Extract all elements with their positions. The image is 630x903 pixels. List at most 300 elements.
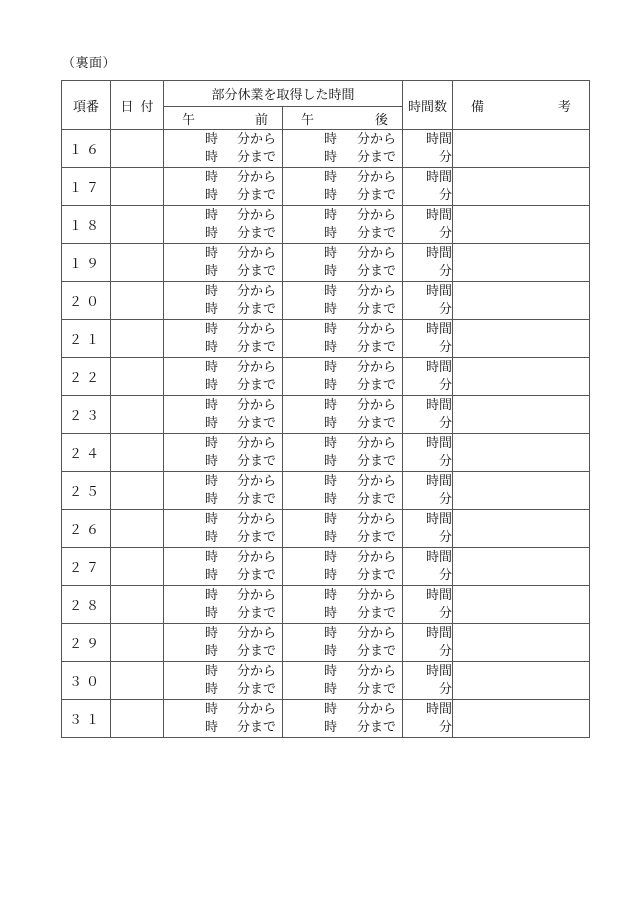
- notes-cell[interactable]: [453, 358, 590, 396]
- notes-cell[interactable]: [453, 662, 590, 700]
- item-number: ２２: [62, 358, 111, 396]
- table-row: [62, 624, 590, 662]
- am-time-cell[interactable]: [164, 624, 283, 662]
- hour-label: 時: [323, 605, 337, 621]
- am-time-cell[interactable]: [164, 548, 283, 586]
- am-time-cell[interactable]: [164, 662, 283, 700]
- minutes-unit-label: 分: [439, 491, 453, 507]
- hours-unit-label: 時間: [426, 283, 453, 299]
- hour-label: 時: [204, 187, 218, 203]
- date-cell[interactable]: [111, 662, 164, 700]
- am-time-end-line: [164, 681, 282, 699]
- hours-cell[interactable]: [403, 700, 453, 738]
- hour-label: 時: [204, 263, 218, 279]
- minutes-unit-label: 分: [439, 719, 453, 735]
- date-cell[interactable]: [111, 320, 164, 358]
- am-time-end-line: [164, 643, 282, 661]
- am-time-cell[interactable]: [164, 320, 283, 358]
- table-row: [62, 548, 590, 586]
- hour-label: 時: [323, 397, 337, 413]
- notes-header-left: 備: [471, 99, 485, 115]
- item-number: ３１: [62, 700, 111, 738]
- minutes-unit-label: 分: [439, 681, 453, 697]
- notes-cell[interactable]: [453, 586, 590, 624]
- minutes-unit-label: 分: [439, 415, 453, 431]
- pm-time-start-line: [283, 473, 402, 491]
- table-row: [62, 206, 590, 244]
- hour-label: 時: [204, 643, 218, 659]
- hours-unit-label: 時間: [426, 435, 453, 451]
- table-row: [62, 510, 590, 548]
- am-time-end-line: [164, 187, 282, 205]
- hours-unit-label: 時間: [426, 663, 453, 679]
- hour-label: 時: [323, 245, 337, 261]
- minute-to-label: 分まで: [357, 377, 397, 393]
- am-time-end-line: [164, 415, 282, 433]
- pm-time-end-line: [283, 719, 402, 737]
- pm-time-start-line: [283, 131, 402, 149]
- hours-cell[interactable]: [403, 320, 453, 358]
- hour-label: 時: [323, 587, 337, 603]
- hours-unit-label: 時間: [426, 245, 453, 261]
- pm-time-start-line: [283, 169, 402, 187]
- date-cell[interactable]: [111, 472, 164, 510]
- pm-time-cell[interactable]: [283, 168, 403, 206]
- item-number: １９: [62, 244, 111, 282]
- am-header: [164, 107, 283, 130]
- pm-header-right: 後: [375, 112, 389, 128]
- minutes-unit-label: 分: [439, 339, 453, 355]
- pm-time-start-line: [283, 701, 402, 719]
- minute-from-label: 分から: [236, 473, 276, 489]
- am-time-cell[interactable]: [164, 396, 283, 434]
- minute-to-label: 分まで: [236, 225, 276, 241]
- hour-label: 時: [204, 453, 218, 469]
- hour-label: 時: [323, 339, 337, 355]
- hour-label: 時: [323, 511, 337, 527]
- hour-label: 時: [204, 225, 218, 241]
- leave-time-header: 部分休業を取得した時間: [164, 81, 403, 107]
- hours-cell[interactable]: [403, 510, 453, 548]
- item-number: ３０: [62, 662, 111, 700]
- minute-from-label: 分から: [236, 435, 276, 451]
- partial-leave-table: [61, 80, 590, 738]
- am-time-cell[interactable]: [164, 358, 283, 396]
- pm-time-cell[interactable]: [283, 320, 403, 358]
- hour-label: 時: [323, 549, 337, 565]
- minute-to-label: 分まで: [357, 491, 397, 507]
- pm-time-end-line: [283, 225, 402, 243]
- pm-time-cell[interactable]: [283, 548, 403, 586]
- pm-time-cell[interactable]: [283, 700, 403, 738]
- hour-label: 時: [204, 397, 218, 413]
- date-cell[interactable]: [111, 396, 164, 434]
- minute-to-label: 分まで: [236, 149, 276, 165]
- minute-from-label: 分から: [357, 321, 397, 337]
- hour-label: 時: [204, 491, 218, 507]
- minute-from-label: 分から: [357, 169, 397, 185]
- pm-header-left: 午: [301, 112, 315, 128]
- item-number: １７: [62, 168, 111, 206]
- pm-time-end-line: [283, 681, 402, 699]
- am-time-start-line: [164, 701, 282, 719]
- hour-label: 時: [204, 605, 218, 621]
- date-header: [111, 81, 164, 130]
- hour-label: 時: [323, 377, 337, 393]
- notes-cell[interactable]: [453, 396, 590, 434]
- am-time-end-line: [164, 529, 282, 547]
- notes-cell[interactable]: [453, 244, 590, 282]
- am-time-end-line: [164, 453, 282, 471]
- am-time-cell[interactable]: [164, 282, 283, 320]
- pm-time-start-line: [283, 549, 402, 567]
- pm-time-start-line: [283, 663, 402, 681]
- hour-label: 時: [323, 225, 337, 241]
- pm-time-end-line: [283, 491, 402, 509]
- date-cell[interactable]: [111, 358, 164, 396]
- table-row: [62, 434, 590, 472]
- minute-from-label: 分から: [357, 397, 397, 413]
- pm-time-end-line: [283, 263, 402, 281]
- am-time-start-line: [164, 169, 282, 187]
- hours-cell[interactable]: [403, 434, 453, 472]
- minute-to-label: 分まで: [236, 529, 276, 545]
- minute-to-label: 分まで: [357, 605, 397, 621]
- minute-to-label: 分まで: [236, 377, 276, 393]
- hour-label: 時: [204, 435, 218, 451]
- am-time-start-line: [164, 435, 282, 453]
- pm-time-start-line: [283, 283, 402, 301]
- item-number: ２３: [62, 396, 111, 434]
- hour-label: 時: [323, 321, 337, 337]
- am-time-cell[interactable]: [164, 130, 283, 168]
- hours-unit-label: 時間: [426, 625, 453, 641]
- pm-time-start-line: [283, 207, 402, 225]
- item-number: ２７: [62, 548, 111, 586]
- minute-from-label: 分から: [357, 625, 397, 641]
- table-row: [62, 396, 590, 434]
- pm-time-end-line: [283, 339, 402, 357]
- minute-from-label: 分から: [236, 511, 276, 527]
- am-time-cell[interactable]: [164, 700, 283, 738]
- minute-to-label: 分まで: [357, 643, 397, 659]
- pm-time-end-line: [283, 605, 402, 623]
- minutes-unit-label: 分: [439, 377, 453, 393]
- hour-label: 時: [204, 301, 218, 317]
- table-row: [62, 320, 590, 358]
- hours-unit-label: 時間: [426, 207, 453, 223]
- notes-cell[interactable]: [453, 472, 590, 510]
- minute-to-label: 分まで: [357, 529, 397, 545]
- hour-label: 時: [323, 491, 337, 507]
- notes-cell[interactable]: [453, 700, 590, 738]
- am-time-start-line: [164, 511, 282, 529]
- minutes-unit-label: 分: [439, 643, 453, 659]
- hour-label: 時: [323, 567, 337, 583]
- am-header-right: 前: [254, 112, 268, 128]
- notes-cell[interactable]: [453, 206, 590, 244]
- hour-label: 時: [323, 625, 337, 641]
- notes-cell[interactable]: [453, 434, 590, 472]
- am-time-end-line: [164, 605, 282, 623]
- minute-to-label: 分まで: [357, 567, 397, 583]
- minute-to-label: 分まで: [236, 263, 276, 279]
- minute-from-label: 分から: [357, 701, 397, 717]
- table-row: [62, 358, 590, 396]
- minute-to-label: 分まで: [236, 643, 276, 659]
- minute-to-label: 分まで: [236, 339, 276, 355]
- item-number: ２５: [62, 472, 111, 510]
- minutes-unit-label: 分: [439, 149, 453, 165]
- am-time-end-line: [164, 263, 282, 281]
- pm-time-cell[interactable]: [283, 624, 403, 662]
- date-cell[interactable]: [111, 168, 164, 206]
- minutes-unit-label: 分: [439, 605, 453, 621]
- table-body: [62, 130, 590, 738]
- hour-label: 時: [204, 567, 218, 583]
- minute-to-label: 分まで: [357, 681, 397, 697]
- date-cell[interactable]: [111, 206, 164, 244]
- minute-to-label: 分まで: [357, 149, 397, 165]
- minutes-unit-label: 分: [439, 301, 453, 317]
- item-number: １６: [62, 130, 111, 168]
- pm-time-cell[interactable]: [283, 434, 403, 472]
- hour-label: 時: [323, 719, 337, 735]
- pm-time-end-line: [283, 415, 402, 433]
- hours-cell[interactable]: [403, 396, 453, 434]
- notes-cell[interactable]: [453, 168, 590, 206]
- item-no-header: 項番: [62, 81, 111, 130]
- am-time-end-line: [164, 377, 282, 395]
- am-time-cell[interactable]: [164, 244, 283, 282]
- hour-label: 時: [204, 511, 218, 527]
- pm-time-start-line: [283, 359, 402, 377]
- date-cell[interactable]: [111, 434, 164, 472]
- hour-label: 時: [204, 625, 218, 641]
- hours-cell[interactable]: [403, 548, 453, 586]
- notes-cell[interactable]: [453, 320, 590, 358]
- pm-time-end-line: [283, 453, 402, 471]
- hour-label: 時: [204, 207, 218, 223]
- date-cell[interactable]: [111, 586, 164, 624]
- hour-label: 時: [204, 359, 218, 375]
- am-time-start-line: [164, 321, 282, 339]
- hours-cell[interactable]: [403, 168, 453, 206]
- am-time-start-line: [164, 245, 282, 263]
- minute-to-label: 分まで: [357, 187, 397, 203]
- hour-label: 時: [204, 377, 218, 393]
- pm-time-cell[interactable]: [283, 130, 403, 168]
- am-time-start-line: [164, 131, 282, 149]
- date-cell[interactable]: [111, 624, 164, 662]
- notes-cell[interactable]: [453, 548, 590, 586]
- am-time-start-line: [164, 473, 282, 491]
- am-time-start-line: [164, 397, 282, 415]
- table-row: [62, 244, 590, 282]
- minute-from-label: 分から: [236, 549, 276, 565]
- pm-time-cell[interactable]: [283, 396, 403, 434]
- date-cell[interactable]: [111, 700, 164, 738]
- minute-from-label: 分から: [357, 131, 397, 147]
- pm-time-start-line: [283, 245, 402, 263]
- hours-cell[interactable]: [403, 662, 453, 700]
- am-time-end-line: [164, 719, 282, 737]
- item-number: ２９: [62, 624, 111, 662]
- minute-to-label: 分まで: [236, 605, 276, 621]
- hour-label: 時: [323, 187, 337, 203]
- table-row: [62, 168, 590, 206]
- date-cell[interactable]: [111, 510, 164, 548]
- date-cell[interactable]: [111, 244, 164, 282]
- hour-label: 時: [323, 643, 337, 659]
- hours-cell[interactable]: [403, 358, 453, 396]
- hours-cell[interactable]: [403, 206, 453, 244]
- date-cell[interactable]: [111, 130, 164, 168]
- date-header-left: 日: [120, 99, 134, 115]
- minute-from-label: 分から: [236, 283, 276, 299]
- am-time-cell[interactable]: [164, 510, 283, 548]
- page-side-label: （裏面）: [62, 56, 117, 71]
- hour-label: 時: [204, 339, 218, 355]
- item-number: ２４: [62, 434, 111, 472]
- am-time-start-line: [164, 549, 282, 567]
- hours-cell[interactable]: [403, 282, 453, 320]
- hour-label: 時: [323, 149, 337, 165]
- table-row: [62, 586, 590, 624]
- hour-label: 時: [323, 529, 337, 545]
- minute-from-label: 分から: [236, 625, 276, 641]
- hours-unit-label: 時間: [426, 587, 453, 603]
- hour-label: 時: [204, 663, 218, 679]
- hours-cell[interactable]: [403, 130, 453, 168]
- date-header-right: 付: [140, 99, 154, 115]
- pm-time-end-line: [283, 149, 402, 167]
- item-number: ２０: [62, 282, 111, 320]
- pm-time-start-line: [283, 321, 402, 339]
- am-time-start-line: [164, 359, 282, 377]
- hours-unit-label: 時間: [426, 549, 453, 565]
- notes-cell[interactable]: [453, 282, 590, 320]
- minute-to-label: 分まで: [236, 681, 276, 697]
- minute-from-label: 分から: [236, 245, 276, 261]
- minute-to-label: 分まで: [357, 719, 397, 735]
- minute-from-label: 分から: [236, 359, 276, 375]
- hours-unit-label: 時間: [426, 131, 453, 147]
- pm-time-start-line: [283, 397, 402, 415]
- pm-time-cell[interactable]: [283, 472, 403, 510]
- pm-time-start-line: [283, 625, 402, 643]
- minute-from-label: 分から: [236, 587, 276, 603]
- pm-time-cell[interactable]: [283, 510, 403, 548]
- hour-label: 時: [204, 701, 218, 717]
- minutes-unit-label: 分: [439, 225, 453, 241]
- minutes-unit-label: 分: [439, 567, 453, 583]
- minute-from-label: 分から: [357, 245, 397, 261]
- minute-to-label: 分まで: [357, 415, 397, 431]
- hour-label: 時: [323, 663, 337, 679]
- date-cell[interactable]: [111, 548, 164, 586]
- am-time-cell[interactable]: [164, 586, 283, 624]
- hour-label: 時: [323, 435, 337, 451]
- notes-cell[interactable]: [453, 510, 590, 548]
- pm-time-cell[interactable]: [283, 586, 403, 624]
- item-number: ２８: [62, 586, 111, 624]
- minute-from-label: 分から: [236, 131, 276, 147]
- minute-from-label: 分から: [236, 207, 276, 223]
- pm-time-cell[interactable]: [283, 662, 403, 700]
- minute-from-label: 分から: [236, 169, 276, 185]
- hour-label: 時: [204, 529, 218, 545]
- notes-cell[interactable]: [453, 130, 590, 168]
- minute-to-label: 分まで: [357, 263, 397, 279]
- item-number: ２１: [62, 320, 111, 358]
- am-time-end-line: [164, 149, 282, 167]
- hours-cell[interactable]: [403, 472, 453, 510]
- minutes-unit-label: 分: [439, 529, 453, 545]
- am-time-cell[interactable]: [164, 434, 283, 472]
- minute-from-label: 分から: [357, 473, 397, 489]
- minute-from-label: 分から: [357, 435, 397, 451]
- minute-to-label: 分まで: [236, 719, 276, 735]
- minute-from-label: 分から: [236, 663, 276, 679]
- hour-label: 時: [323, 415, 337, 431]
- am-time-cell[interactable]: [164, 472, 283, 510]
- pm-time-end-line: [283, 529, 402, 547]
- hour-label: 時: [204, 149, 218, 165]
- pm-time-cell[interactable]: [283, 244, 403, 282]
- hour-label: 時: [204, 169, 218, 185]
- table-row: [62, 130, 590, 168]
- pm-time-end-line: [283, 187, 402, 205]
- table-row: [62, 662, 590, 700]
- am-time-start-line: [164, 587, 282, 605]
- hour-label: 時: [323, 283, 337, 299]
- am-time-cell[interactable]: [164, 168, 283, 206]
- hours-cell[interactable]: [403, 244, 453, 282]
- hour-label: 時: [323, 131, 337, 147]
- pm-time-cell[interactable]: [283, 206, 403, 244]
- hour-label: 時: [204, 587, 218, 603]
- date-cell[interactable]: [111, 282, 164, 320]
- minutes-unit-label: 分: [439, 187, 453, 203]
- minutes-unit-label: 分: [439, 263, 453, 279]
- minute-to-label: 分まで: [236, 491, 276, 507]
- am-time-end-line: [164, 491, 282, 509]
- pm-time-start-line: [283, 511, 402, 529]
- minute-to-label: 分まで: [357, 225, 397, 241]
- am-time-start-line: [164, 663, 282, 681]
- hours-cell[interactable]: [403, 586, 453, 624]
- table-row: [62, 700, 590, 738]
- hour-label: 時: [204, 719, 218, 735]
- notes-cell[interactable]: [453, 624, 590, 662]
- pm-time-cell[interactable]: [283, 358, 403, 396]
- am-time-start-line: [164, 625, 282, 643]
- minute-to-label: 分まで: [236, 567, 276, 583]
- table-row: [62, 282, 590, 320]
- hour-label: 時: [204, 245, 218, 261]
- am-header-left: 午: [182, 112, 196, 128]
- am-time-cell[interactable]: [164, 206, 283, 244]
- hour-label: 時: [323, 701, 337, 717]
- hour-label: 時: [204, 681, 218, 697]
- hour-label: 時: [204, 549, 218, 565]
- pm-time-cell[interactable]: [283, 282, 403, 320]
- hour-label: 時: [323, 453, 337, 469]
- minute-from-label: 分から: [236, 701, 276, 717]
- am-time-end-line: [164, 567, 282, 585]
- hours-cell[interactable]: [403, 624, 453, 662]
